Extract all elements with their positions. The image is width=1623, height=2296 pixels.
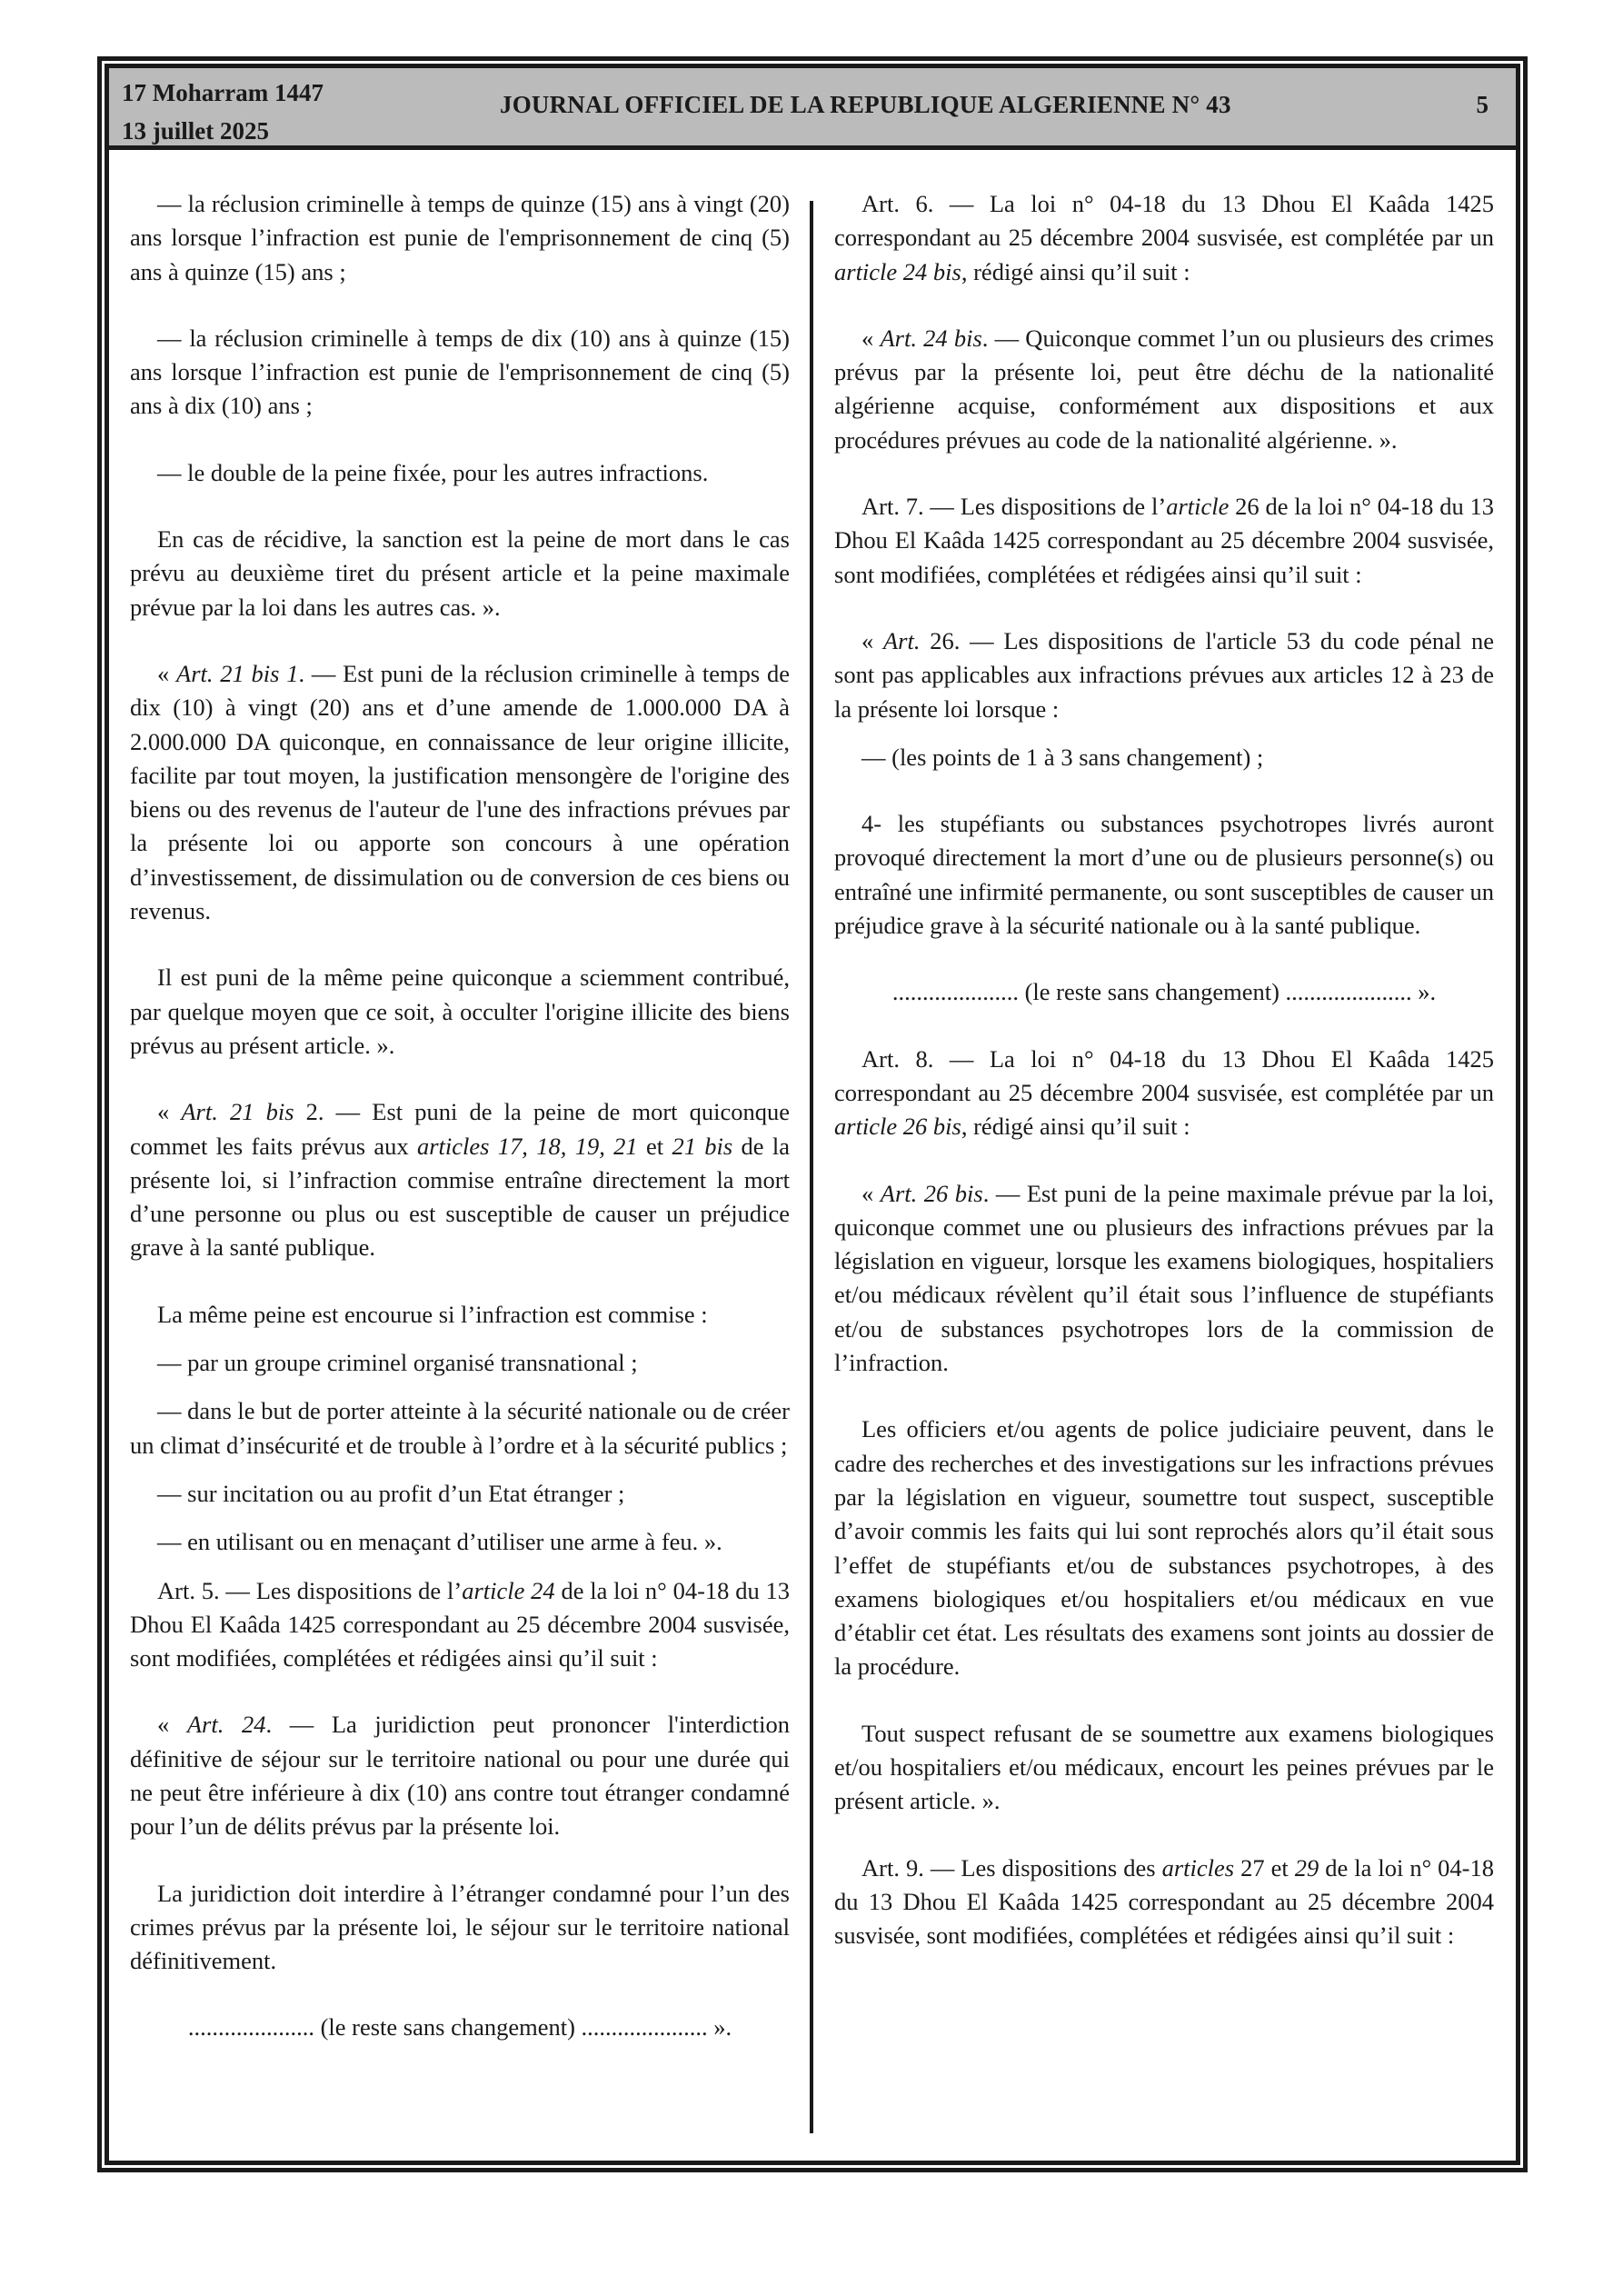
article-24: « Art. 24. — La juridiction peut prononcer l'interdiction définitive de séjour sur le territoire national ou pour une durée qui ne peut être inférieure à dix (10) ans contre tout étranger condamné pour l’un de délits prévus par la présente loi. <box>130 1711 790 1841</box>
article-ref: articles <box>1161 1853 1235 1882</box>
article-ref: article 24 <box>462 1576 555 1604</box>
article-ref: Art. 24 bis <box>880 324 982 352</box>
paragraph: Il est puni de la même peine quiconque a sciemment contribué, par quelque moyen que ce soit, à occulter l'origine illicite des biens prévus au présent article. ». <box>130 963 790 1059</box>
article-ref: article 26 bis <box>834 1113 961 1141</box>
page-number: 5 <box>1476 91 1489 118</box>
unchanged-remainder: ..................... (le reste sans changement) ..................... ». <box>187 2013 732 2041</box>
article-ref: Art. 21 bis 1 <box>176 659 299 687</box>
article-9: Art. 9. — Les dispositions des articles 27 et 29 de la loi n° 04-18 du 13 Dhou El Kaâda 1425 correspondant au 25 décembre 2004 susvisée, sont modifiées, complétées et rédigées ainsi qu’il suit : <box>834 1853 1494 1950</box>
paragraph: La juridiction doit interdire à l’étranger condamné pour l’un des crimes prévus par la présente loi, le séjour sur le territoire national définitivement. <box>130 1879 790 1975</box>
left-column <box>130 187 790 2045</box>
article-ref: 21 bis <box>672 1132 733 1160</box>
article-21-bis-1: « Art. 21 bis 1. — Est puni de la réclusion criminelle à temps de dix (10) à vingt (20) ans et d’une amende de 1.000.000 DA à 2.000.000 DA quiconque, en connaissance de leur origine illicite, facilite par tout moyen, la justification mensongère de l'origine des biens ou des revenus de l'auteur de l'une des infractions prévues par la présente loi ou apporte son concours à une opération d’investissement, de dissimulation ou de conversion de ces biens ou revenus. <box>130 659 790 925</box>
right-column <box>834 187 1494 1952</box>
article-26: « Art. 26. — Les dispositions de l'article 53 du code pénal ne sont pas applicables aux infractions prévues aux articles 12 à 23 de la présente loi lorsque : <box>834 626 1495 723</box>
column-divider <box>810 201 813 2133</box>
article-ref: article <box>1166 493 1230 521</box>
article-ref: 29 <box>1294 1853 1319 1882</box>
paragraph: Les officiers et/ou agents de police judiciaire peuvent, dans le cadre des recherches et des investigations sur les infractions prévues par la législation en vigueur, soumettre tout suspect, susceptible d’avoir commis les faits qui lui sont reprochés alors qu’il était sous l’effet de stupéfiants et/ou de substances psychotropes, à des examens biologiques et/ou hospitaliers et/ou médicaux en vue d’établir cet état. Les résultats des examens sont joints au dossier de la procédure. <box>834 1415 1494 1681</box>
article-8: Art. 8. — La loi n° 04-18 du 13 Dhou El Kaâda 1425 correspondant au 25 décembre 2004 susvisée, est complétée par un article 26 bis, rédigé ainsi qu’il suit : <box>834 1044 1494 1141</box>
list-item: — sur incitation ou au profit d’un Etat étranger ; <box>157 1479 625 1507</box>
list-item: — dans le but de porter atteinte à la sécurité nationale ou de créer un climat d’insécurité et de trouble à l’ordre et à la sécurité publics ; <box>130 1397 790 1459</box>
list-item: — (les points de 1 à 3 sans changement) ; <box>861 743 1264 771</box>
paragraph: En cas de récidive, la sanction est la peine de mort dans le cas prévu au deuxième tiret du présent article et la peine maximale prévue par la loi dans les autres cas. ». <box>130 525 790 621</box>
list-item: — par un groupe criminel organisé transnational ; <box>157 1349 638 1377</box>
article-ref: Art. 21 bis <box>181 1098 294 1126</box>
paragraph: La même peine est encourue si l’infraction est commise : <box>157 1300 708 1328</box>
journal-title: JOURNAL OFFICIEL DE LA REPUBLIQUE ALGERIENNE N° 43 <box>500 91 1231 118</box>
header-dates <box>122 74 324 150</box>
list-item: — en utilisant ou en menaçant d’utiliser une arme à feu. ». <box>157 1528 722 1556</box>
article-26-bis: « Art. 26 bis. — Est puni de la peine maximale prévue par la loi, quiconque commet une ou plusieurs des infractions prévues par la législation en vigueur, lorsque les examens biologiques, hospitaliers et/ou médicaux révèlent qu’il était sous l’influence de stupéfiants et/ou de substances psychotropes lors de la commission de l’infraction. <box>834 1179 1494 1377</box>
article-24-bis: « Art. 24 bis. — Quiconque commet l’un ou plusieurs des crimes prévus par la présente loi, peut être déchu de la nationalité algérienne acquise, conformément aux dispositions et aux procédures prévues au code de la nationalité algérienne. ». <box>834 324 1494 454</box>
unchanged-remainder: ..................... (le reste sans changement) ..................... ». <box>891 978 1437 1006</box>
article-ref: articles 17, 18, 19, 21 <box>416 1132 638 1160</box>
paragraph: Tout suspect refusant de se soumettre aux examens biologiques et/ou hospitaliers et/ou médicaux, encourt les peines prévues par le présent article. ». <box>834 1719 1494 1815</box>
article-ref: article 24 bis <box>834 257 961 285</box>
gregorian-date: 13 juillet 2025 <box>122 117 269 145</box>
paragraph: 4- les stupéfiants ou substances psychotropes livrés auront provoqué directement la mort d’une ou de plusieurs personne(s) ou entraîné une infirmité permanente, ou sont susceptibles de causer un préjudice grave à la sécurité nationale ou à la santé publique. <box>834 810 1494 940</box>
article-ref: Art. 26 bis <box>880 1179 983 1207</box>
page-header <box>109 68 1516 150</box>
article-ref: Art. <box>883 626 921 654</box>
article-ref: Art. 24 <box>186 1711 266 1739</box>
article-5: Art. 5. — Les dispositions de l’article 24 de la loi n° 04-18 du 13 Dhou El Kaâda 1425 correspondant au 25 décembre 2004 susvisée, sont modifiées, complétées et rédigées ainsi qu’il suit : <box>130 1576 790 1672</box>
article-6: Art. 6. — La loi n° 04-18 du 13 Dhou El Kaâda 1425 correspondant au 25 décembre 2004 susvisée, est complétée par un article 24 bis, rédigé ainsi qu’il suit : <box>834 190 1494 285</box>
article-21-bis-2: « Art. 21 bis 2. — Est puni de la peine de mort quiconque commet les faits prévus aux articles 17, 18, 19, 21 et 21 bis de la présente loi, si l’infraction commise entraîne directement la mort d’une personne ou plus ou est susceptible de causer un préjudice grave à la santé publique. <box>130 1098 791 1262</box>
article-7: Art. 7. — Les dispositions de l’article 26 de la loi n° 04-18 du 13 Dhou El Kaâda 1425 correspondant au 25 décembre 2004 susvisée, sont modifiées, complétées et rédigées ainsi qu’il suit : <box>834 493 1494 588</box>
paragraph: — la réclusion criminelle à temps de quinze (15) ans à vingt (20) ans lorsque l’infraction est punie de l'emprisonnement de cinq (5) ans à quinze (15) ans ; <box>130 190 790 285</box>
hijri-date: 17 Moharram 1447 <box>122 79 324 106</box>
paragraph: — la réclusion criminelle à temps de dix (10) ans à quinze (15) ans lorsque l’infraction est punie de l'emprisonnement de cinq (5) ans à dix (10) ans ; <box>130 324 790 420</box>
paragraph: — le double de la peine fixée, pour les autres infractions. <box>157 458 709 486</box>
